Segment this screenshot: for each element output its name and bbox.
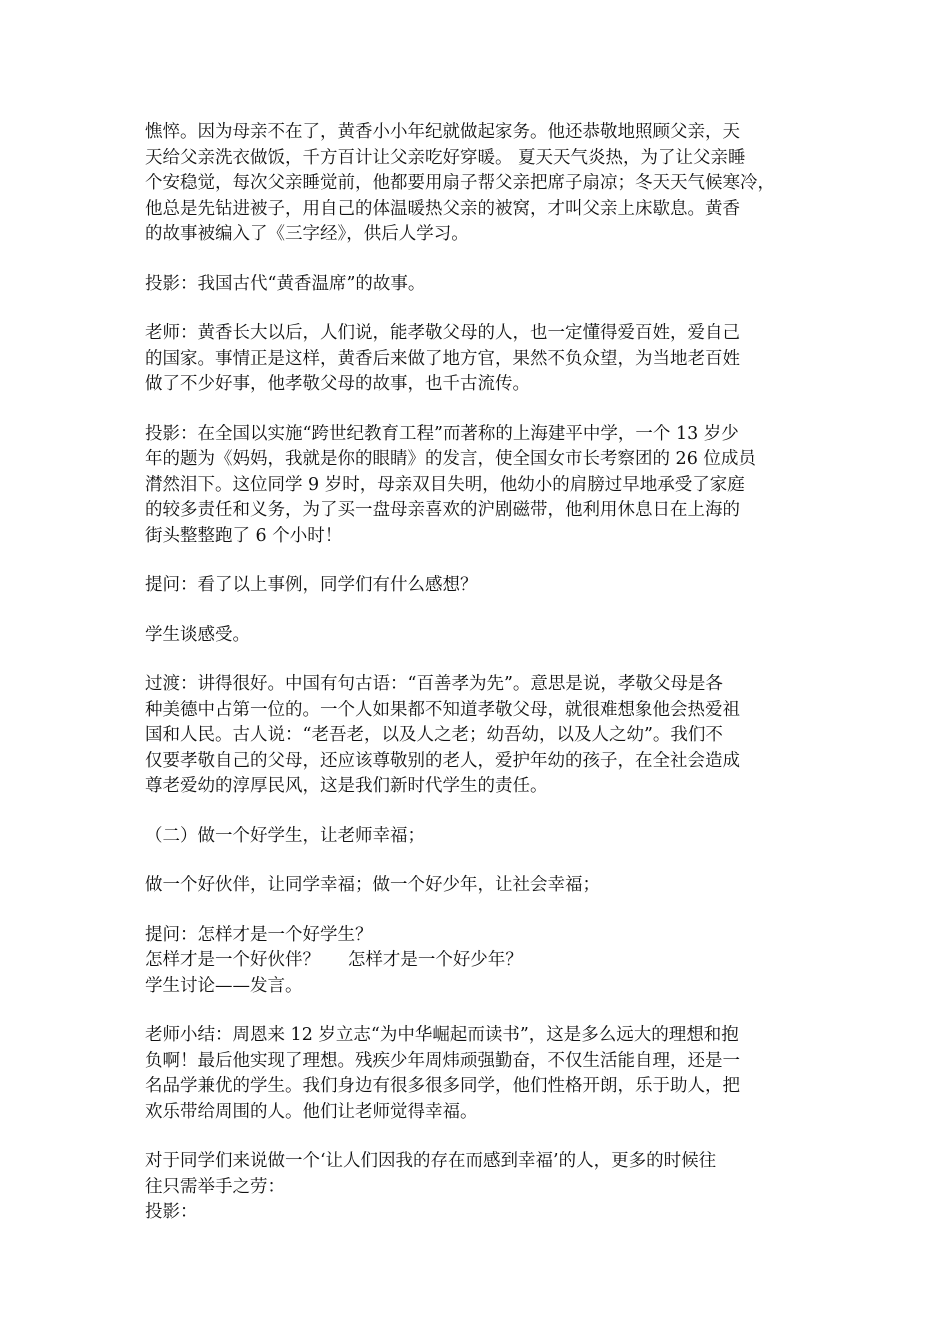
text-line: 个安稳觉，每次父亲睡觉前，他都要用扇子帮父亲把席子扇凉；冬天天气候寒冷， xyxy=(145,173,775,193)
paragraph-projection-huangxiang xyxy=(145,272,810,298)
paragraph-huangxiang-story xyxy=(145,120,810,248)
text-line: 他总是先钻进被子，用自己的体温暖热父亲的被窝，才叫父亲上床歇息。黄香 xyxy=(145,198,740,219)
text-line: 尊老爱幼的淳厚民风，这是我们新时代学生的责任。 xyxy=(145,776,548,796)
text-line: 的国家。事情正是这样，黄香后来做了地方官，果然不负众望，为当地老百姓 xyxy=(145,348,740,369)
text-line: 年的题为《妈妈，我就是你的眼睛》的发言，使全国女市长考察团的 26 位成员 xyxy=(145,449,756,469)
paragraph-transition xyxy=(145,672,810,800)
text-line: 街头整整跑了 6 个小时！ xyxy=(145,525,343,546)
text-line: 老师：黄香长大以后，人们说，能孝敬父母的人，也一定懂得爱百姓，爱自己 xyxy=(145,323,740,343)
text-line: 仅要孝敬自己的父母，还应该尊敬别的老人，爱护年幼的孩子，在全社会造成 xyxy=(145,750,740,771)
paragraph-helping-hand xyxy=(145,1149,810,1226)
text-line: 学生谈感受。 xyxy=(145,624,250,645)
paragraph-student-feelings xyxy=(145,623,810,649)
text-line: 憔悴。因为母亲不在了，黄香小小年纪就做起家务。他还恭敬地照顾父亲，天 xyxy=(145,122,740,142)
text-line: 负啊！最后他实现了理想。残疾少年周炜顽强勤奋，不仅生活能自理，还是一 xyxy=(145,1050,740,1071)
text-line: 种美德中占第一位的。一个人如果都不知道孝敬父母，就很难想象他会热爱祖 xyxy=(145,699,740,720)
paragraph-section-two-heading xyxy=(145,824,810,850)
text-line: 学生讨论——发言。 xyxy=(145,975,303,996)
paragraph-projection-jianping xyxy=(145,422,810,550)
paragraph-question-good-student xyxy=(145,923,810,1000)
text-line: 的故事被编入了《三字经》，供后人学习。 xyxy=(145,224,469,244)
text-line: 过渡：讲得很好。中国有句古语：“百善孝为先”。意思是说，孝敬父母是各 xyxy=(145,674,723,694)
text-line: 潸然泪下。这位同学 9 岁时，母亲双目失明，他幼小的肩膀过早地承受了家庭 xyxy=(145,474,745,495)
text-line: 投影：我国古代“黄香温席”的故事。 xyxy=(145,273,426,294)
text-line: 投影： xyxy=(145,1202,198,1222)
paragraph-good-partner xyxy=(145,873,810,899)
text-line: 投影：在全国以实施“跨世纪教育工程”而著称的上海建平中学，一个 13 岁少 xyxy=(145,423,739,444)
text-line: 做了不少好事，他孝敬父母的故事，也千古流传。 xyxy=(145,374,530,394)
text-line: 怎样才是一个好伙伴？ 怎样才是一个好少年？ xyxy=(145,950,523,970)
text-line: 对于同学们来说做一个‘让人们因我的存在而感到幸福’的人，更多的时候往 xyxy=(145,1151,717,1171)
text-line: 做一个好伙伴，让同学幸福；做一个好少年，让社会幸福； xyxy=(145,875,600,895)
paragraph-question-feelings xyxy=(145,573,810,599)
text-line: 往只需举手之劳： xyxy=(145,1176,285,1197)
paragraph-teacher-summary xyxy=(145,1023,810,1125)
document-page xyxy=(145,120,810,1226)
text-line: 的较多责任和义务，为了买一盘母亲喜欢的沪剧磁带，他利用休息日在上海的 xyxy=(145,500,740,520)
paragraph-teacher-huangxiang xyxy=(145,321,810,398)
text-line: 名品学兼优的学生。我们身边有很多很多同学，他们性格开朗，乐于助人，把 xyxy=(145,1076,740,1096)
text-line: 老师小结：周恩来 12 岁立志“为中华崛起而读书”，这是多么远大的理想和抱 xyxy=(145,1025,739,1045)
text-line: 国和人民。古人说：“老吾老，以及人之老；幼吾幼，以及人之幼”。我们不 xyxy=(145,725,723,745)
text-line: 提问：怎样才是一个好学生？ xyxy=(145,924,373,945)
text-line: 天给父亲洗衣做饭，千方百计让父亲吃好穿暖。 夏天天气炎热，为了让父亲睡 xyxy=(145,147,746,168)
text-line: （二）做一个好学生，让老师幸福； xyxy=(145,825,425,846)
text-line: 欢乐带给周围的人。他们让老师觉得幸福。 xyxy=(145,1101,478,1122)
text-line: 提问：看了以上事例，同学们有什么感想？ xyxy=(145,575,478,595)
